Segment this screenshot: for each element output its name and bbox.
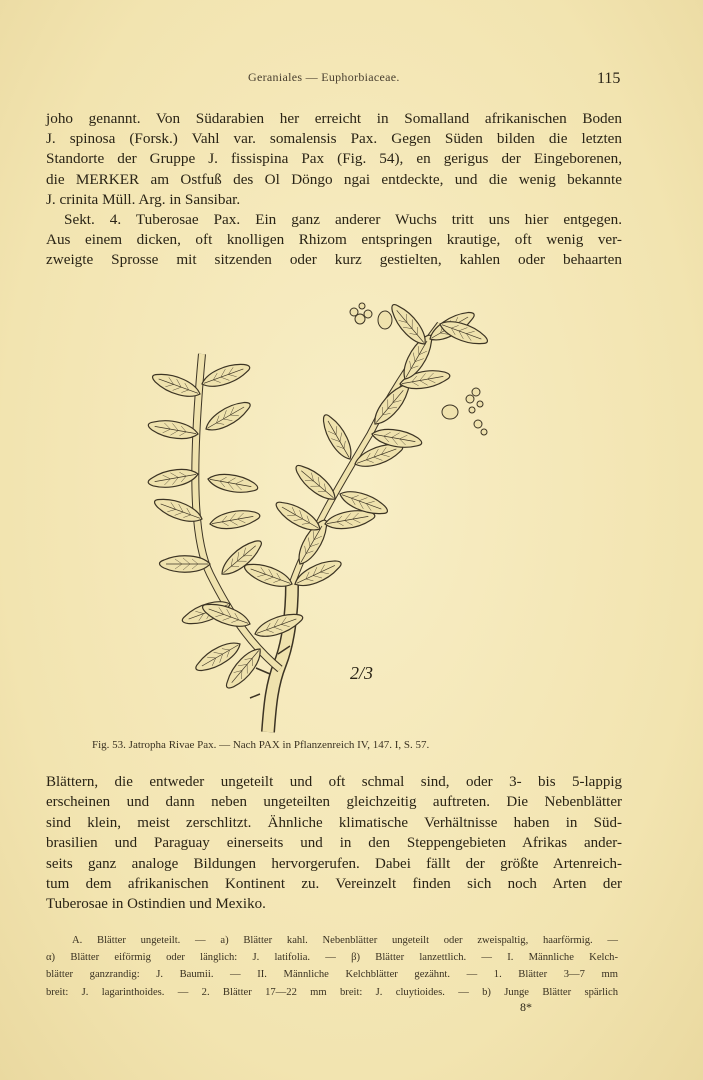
paragraph-bottom [46,772,622,915]
text-line: zweigte Sprosse mit sitzenden oder kurz gestielten, kahlen oder behaarten [46,251,622,269]
text-line: Blättern, die entweder ungeteilt und oft schmal sind, oder 3- bis 5-lappig [46,774,622,790]
footnote-line: α) Blätter eiförmig oder länglich: J. latifolia. — β) Blätter lanzettlich. — I. Männliche Kelch- [46,952,618,964]
text-line: sind klein, meist zerschlitzt. Ähnliche klimatische Verhältnisse haben in Süd- [46,814,622,831]
text-line: die MERKER am Ostfuß des Ol Döngo ngai entdeckte, und die wenig bekannte [46,170,622,188]
text-line: Sekt. 4. Tuberosae Pax. Ein ganz anderer Wuchs tritt uns hier entgegen. [64,211,622,229]
figure-caption: Fig. 53. Jatropha Rivae Pax. — Nach PAX in Pflanzenreich IV, 147. I, S. 57. [92,739,430,751]
footnote-line: breit: J. lagarinthoides. — 2. Blätter 17—22 mm breit: J. cluytioides. — b) Junge Blätter spärlich [46,986,618,998]
text-line: erscheinen und dann neben ungeteilten gleichzeitig auftreten. Die Nebenblätter [46,794,622,811]
running-head: Geraniales — Euphorbiaceae. [248,70,400,84]
text-line: tum dem afrikanischen Kontinent zu. Vereinzelt finden sich noch Arten der [46,876,622,893]
page-number: 115 [597,70,621,87]
paragraph-top [46,109,622,271]
text-line: J. spinosa (Forsk.) Vahl var. somalensis Pax. Gegen Süden bilden die letzten [46,130,622,148]
scale-label: 2/3 [350,663,374,683]
text-line: Standorte der Gruppe J. fissispina Pax (Fig. 54), en gerigus der Eingeborenen, [46,150,622,168]
text-line: Aus einem dicken, oft knolligen Rhizom entspringen krautige, oft wenig ver- [46,231,622,249]
text-line: joho genannt. Von Südarabien her erreicht in Somalland afrikanischen Boden [46,110,622,127]
footnote-key [46,932,618,1001]
footnote-line: A. Blätter ungeteilt. — a) Blätter kahl. Nebenblätter ungeteilt oder zweispaltig, haarförmig. — [72,935,618,946]
signature-mark: 8* [520,1000,532,1014]
plant-illustration [110,284,540,736]
text-line: seits ganz analoge Bildungen hervorgerufen. Dabei fällt der größte Artenreich- [46,855,622,872]
text-line: J. crinita Müll. Arg. in Sansibar. [46,190,241,208]
text-line: brasilien und Paraguay einerseits und in den Steppengebieten Afrikas ander- [46,835,622,852]
footnote-line: blätter ganzrandig: J. Baumii. — II. Männliche Kelchblätter gezähnt. — 1. Blätter 3—7 mm [46,969,618,981]
text-line: Tuberosae in Ostindien und Mexiko. [46,896,266,913]
